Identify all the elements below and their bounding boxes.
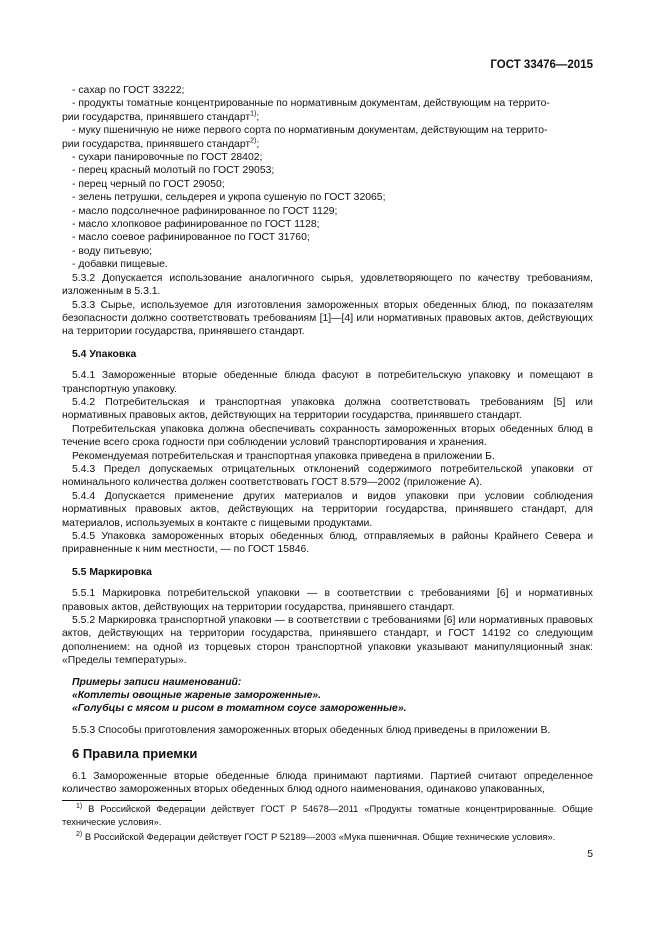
clause-5-4-1: 5.4.1 Замороженные вторые обеденные блюда фасуют в потребительскую упаковку и помещают в транспортную упаковку. [62, 370, 593, 395]
footnote-mark: 1) [76, 802, 83, 810]
footnote-separator [62, 800, 192, 801]
footnote-2 [62, 831, 593, 844]
list-item: - продукты томатные концентрированные по нормативным документам, действующим на террито- [72, 98, 550, 110]
clause-5-4-4: 5.4.4 Допускается применение других материалов и видов упаковки при условии соблюдения нормативных правовых актов, действующих на территории государства, принявшего стандарт, для материалов, используемых в контакте с пищевыми продуктами. [62, 490, 593, 529]
clause-5-4-5: 5.4.5 Упаковка замороженных вторых обеденных блюд, отправляемых в районы Крайнего Севера и приравненные к ним местности, — по ГОСТ 15846. [62, 531, 593, 556]
clause-5-4-3: 5.4.3 Предел допускаемых отрицательных отклонений содержимого потребительской упаковки от номинального количества должен соответствовать ГОСТ 8.579—2002 (приложение А). [62, 463, 593, 489]
example-name: «Котлеты овощные жареные замороженные». [72, 690, 322, 702]
list-item: - перец красный молотый по ГОСТ 29053; [72, 165, 275, 177]
list-item: - масло подсолнечное рафинированное по ГОСТ 1129; [72, 205, 338, 217]
clause-5-4-2-continued: Потребительская упаковка должна обеспечивать сохранность замороженных вторых обеденных блюд в течение всего срока годности при соблюдении условий транспортирования и хранения. [62, 423, 593, 449]
clause-5-5-2: 5.5.2 Маркировка транспортной упаковки — в соответствии с требованиями [6] или нормативных правовых актов, действующих на территории государства, принявшего стандарт, и ГОСТ 14192 со следующим дополнением: на одной из торцевых сторон транспортной упаковки указывают манипуляционный знак: «Пределы температуры». [62, 615, 593, 667]
list-item-continuation: рии государства, принявшего стандарт$^{2)}$; [62, 137, 260, 150]
page-number: 5 [587, 849, 593, 860]
clause-5-3-3: 5.3.3 Сырье, используемое для изготовления замороженных вторых обеденных блюд, по показателям безопасности должно соответствовать требованиям [1]—[4] или нормативных правовых актов, действующих на территории государства, принявшего стандарт. [62, 299, 593, 338]
list-item: - сухари панировочные по ГОСТ 28402; [72, 152, 263, 164]
footnote-ref-2: 2) [250, 137, 257, 145]
clause-5-5-3: 5.5.3 Способы приготовления замороженных вторых обеденных блюд приведены в приложении В. [72, 724, 551, 736]
footnote-text: В Российской Федерации действует ГОСТ Р 52189—2003 «Мука пшеничная. Общие технические условия». [84, 831, 556, 843]
section-heading-5-5: 5.5 Маркировка [72, 566, 152, 578]
clause-6-1: 6.1 Замороженные вторые обеденные блюда принимают партиями. Партией считают определенное количество замороженных вторых обеденных блюд одного наименования, одинаково упакованных, [62, 770, 593, 796]
example-name: «Голубцы с мясом и рисом в томатном соусе замороженные». [72, 703, 407, 715]
list-item: - воду питьевую; [72, 245, 152, 257]
clause-5-3-2: 5.3.2 Допускается использование аналогичного сырья, удовлетворяющего по качеству требованиям, изложенным в 5.3.1. [62, 272, 593, 298]
document-body [62, 84, 593, 797]
footnote-1 [62, 803, 593, 828]
section-heading-5-4: 5.4 Упаковка [72, 348, 137, 360]
clause-5-4-2-recommendation: Рекомендуемая потребительская и транспортная упаковка приведена в приложении Б. [72, 450, 495, 462]
list-item: - масло соевое рафинированное по ГОСТ 31760; [72, 232, 310, 244]
clause-5-5-1: 5.5.1 Маркировка потребительской упаковки — в соответствии с требованиями [6] и нормативных правовых актов, действующих на территории государства, принявшего стандарт. [62, 588, 593, 613]
list-item: - зелень петрушки, сельдерея и укропа сушеную по ГОСТ 32065; [72, 192, 386, 204]
examples-heading: Примеры записи наименований: [72, 676, 242, 688]
section-heading-6: 6 Правила приемки [72, 746, 198, 762]
list-item: - добавки пищевые. [72, 259, 168, 271]
footnotes [62, 803, 593, 847]
list-item: - масло хлопковое рафинированное по ГОСТ 1128; [72, 219, 320, 231]
list-item: - сахар по ГОСТ 33222; [72, 85, 185, 96]
clause-5-4-2: 5.4.2 Потребительская и транспортная упаковка должна соответствовать требованиям [5] или нормативных правовых актов, действующих на территории государства, принявшего стандарт. [62, 396, 593, 422]
footnote-mark: 2) [76, 831, 83, 839]
list-item: - перец черный по ГОСТ 29050; [72, 178, 225, 190]
list-item-continuation: рии государства, принявшего стандарт$^{1)}$; [62, 110, 260, 123]
footnote-text: В Российской Федерации действует ГОСТ Р 54678—2011 «Продукты томатные концентрированные. Общие технические условия». [62, 803, 594, 827]
footnote-ref-1: 1) [250, 110, 257, 118]
standard-number: ГОСТ 33476—2015 [490, 59, 593, 71]
list-item: - муку пшеничную не ниже первого сорта по нормативным документам, действующим на террито- [72, 125, 548, 137]
